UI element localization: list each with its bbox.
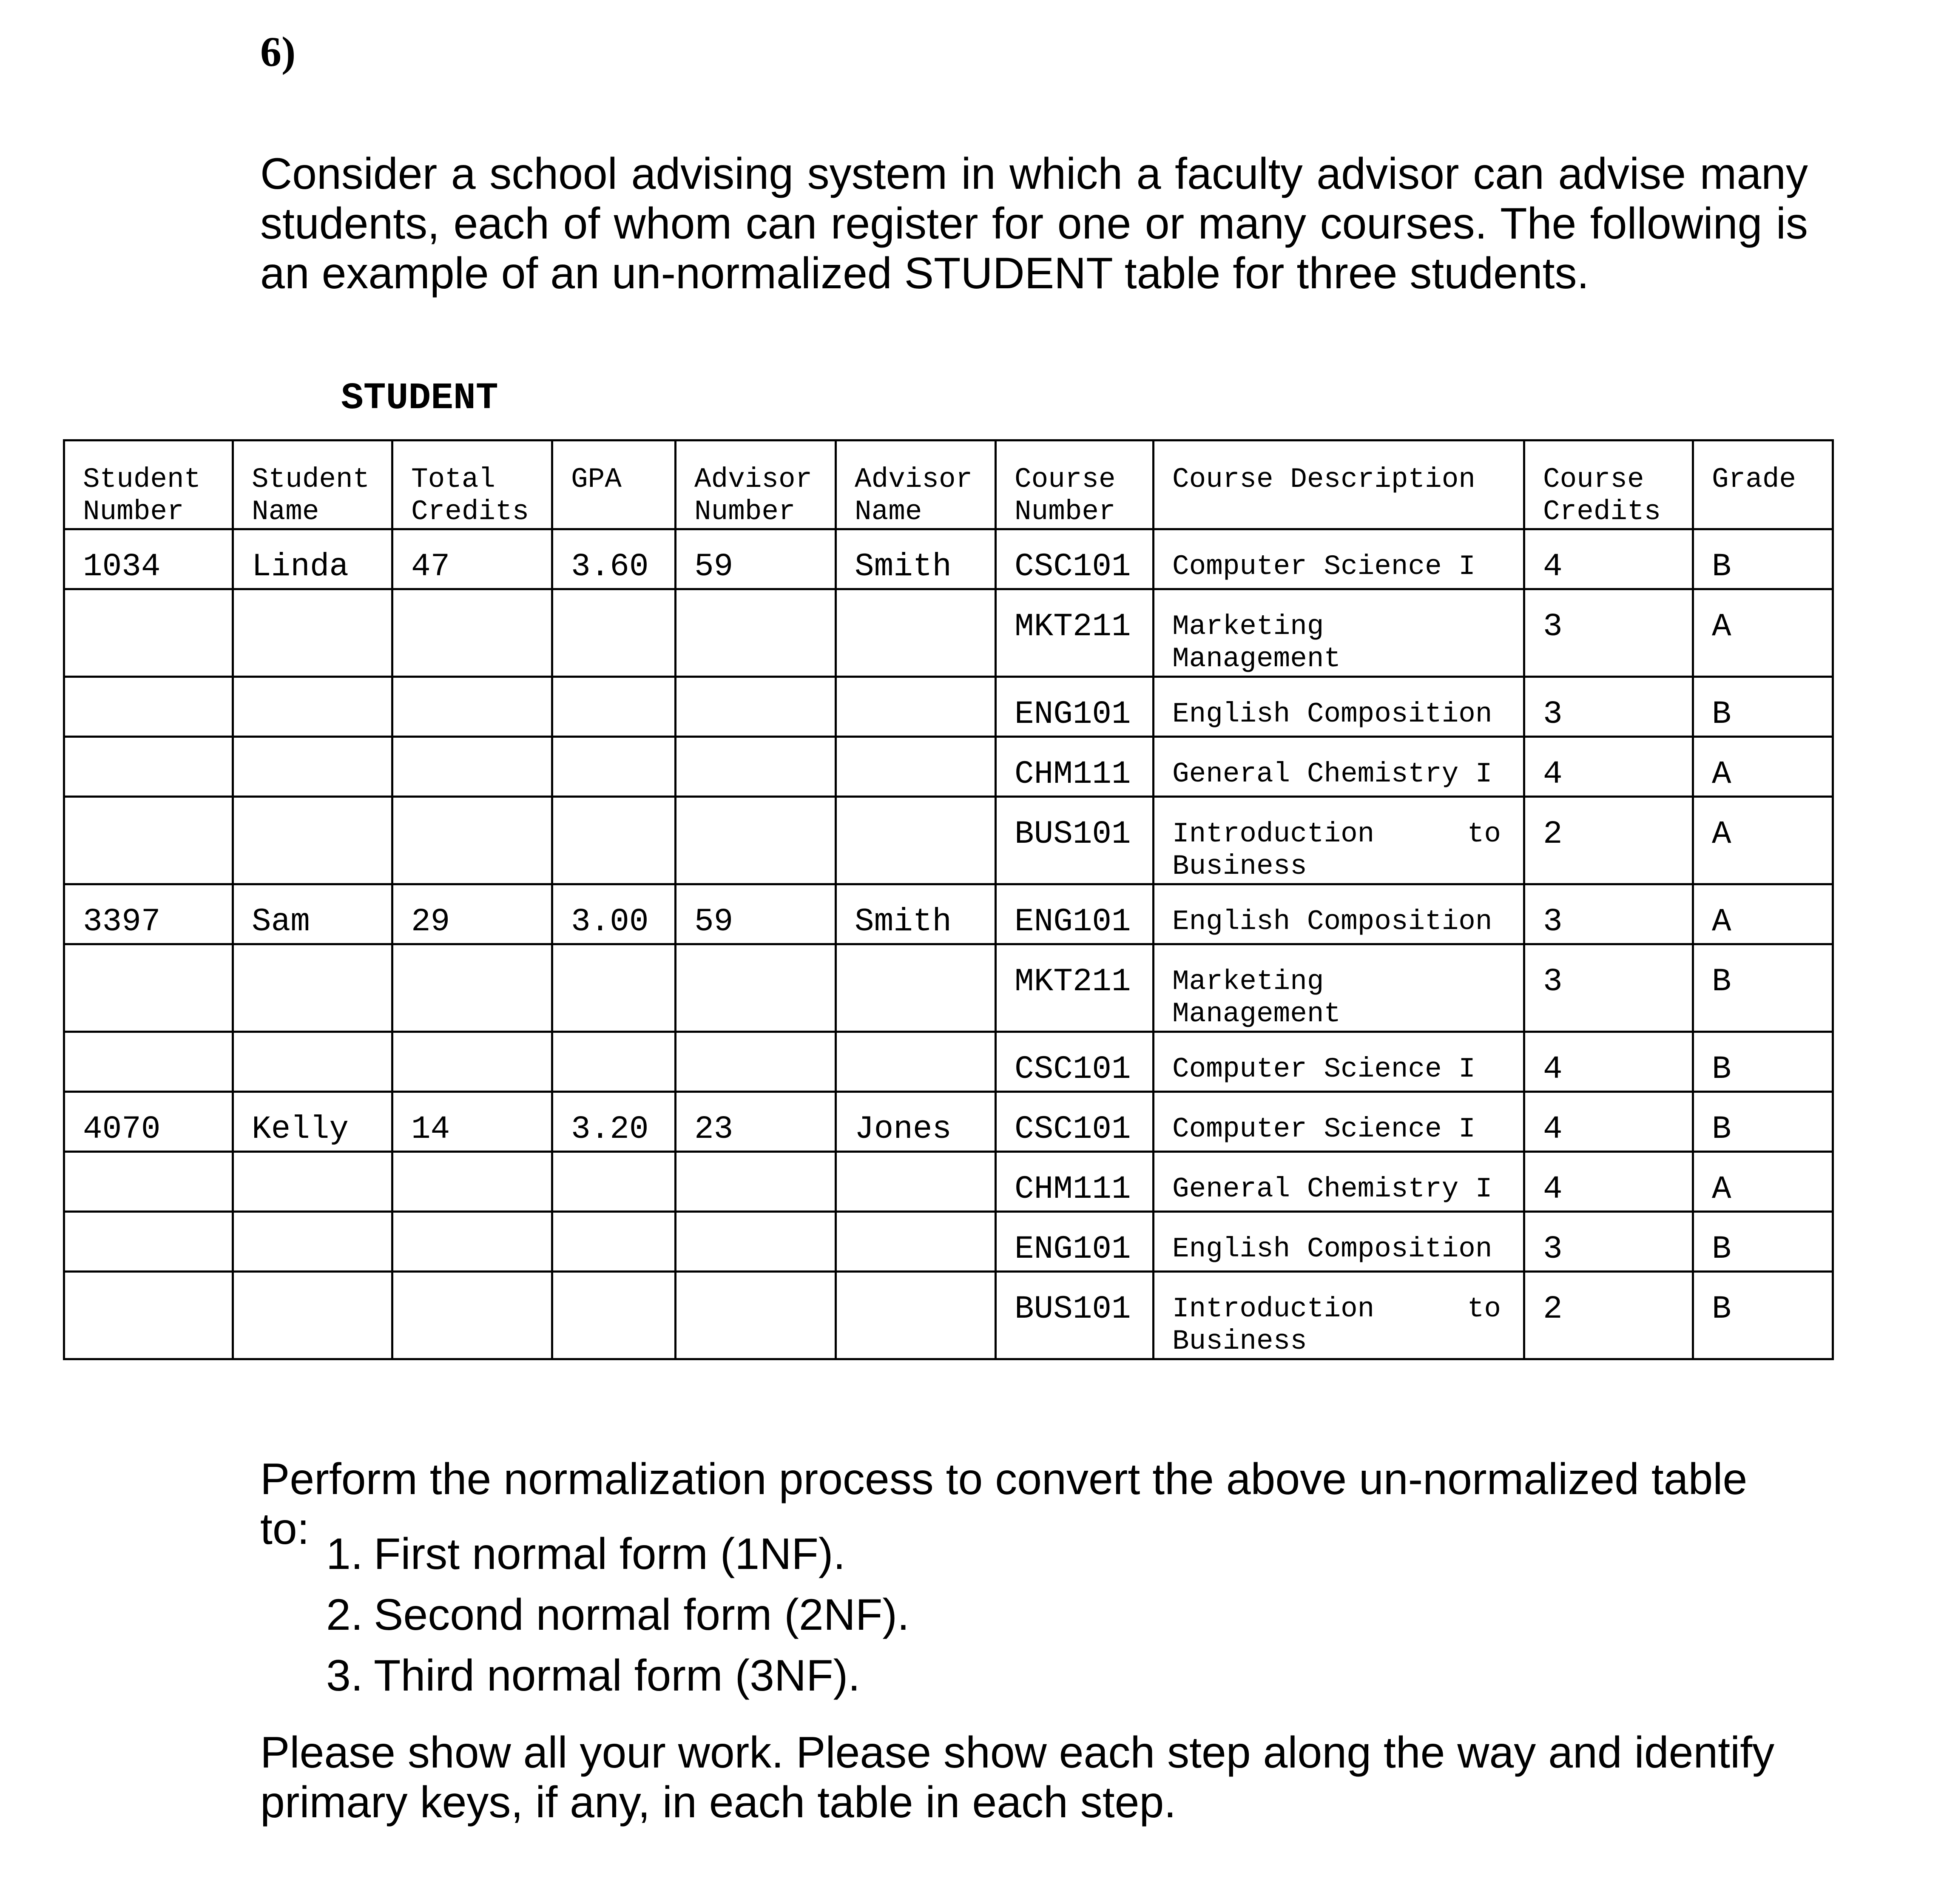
cell-course-description: Computer Science I — [1154, 529, 1524, 589]
cell-gpa — [552, 589, 676, 677]
cell-course-credits: 3 — [1524, 944, 1693, 1032]
cell-student-name: Sam — [233, 884, 392, 944]
cell-student-number — [64, 1272, 233, 1359]
step-item — [260, 1645, 909, 1706]
cell-student-name — [233, 1032, 392, 1092]
step-text: Third normal form (3NF). — [374, 1651, 861, 1700]
cell-course-description: Marketing Management — [1154, 944, 1524, 1032]
table-row — [64, 737, 1833, 797]
header-student-name — [233, 440, 392, 529]
table-row — [64, 884, 1833, 944]
step-number: 3. — [326, 1651, 363, 1700]
cell-course-number: CHM111 — [996, 737, 1154, 797]
table-title: STUDENT — [341, 378, 498, 420]
cell-total-credits — [392, 1032, 552, 1092]
cell-advisor-name — [836, 944, 996, 1032]
cell-course-credits: 2 — [1524, 1272, 1693, 1359]
cell-course-credits: 3 — [1524, 884, 1693, 944]
table-row — [64, 1152, 1833, 1212]
cell-student-name — [233, 677, 392, 737]
cell-grade: B — [1693, 1272, 1833, 1359]
cell-student-number — [64, 1032, 233, 1092]
cell-student-number — [64, 1212, 233, 1272]
cell-grade: A — [1693, 797, 1833, 884]
header-label: Credits — [411, 496, 529, 528]
cell-grade: B — [1693, 1032, 1833, 1092]
cell-total-credits — [392, 1212, 552, 1272]
cell-advisor-name: Smith — [836, 529, 996, 589]
cell-total-credits — [392, 1152, 552, 1212]
cell-total-credits — [392, 1272, 552, 1359]
normal-form-steps — [260, 1524, 909, 1706]
cell-advisor-number: 23 — [676, 1092, 836, 1152]
cell-student-name — [233, 1152, 392, 1212]
cell-total-credits: 29 — [392, 884, 552, 944]
cell-advisor-number — [676, 677, 836, 737]
cell-advisor-number — [676, 944, 836, 1032]
cell-course-credits: 3 — [1524, 677, 1693, 737]
cell-grade: A — [1693, 1152, 1833, 1212]
cell-gpa — [552, 1212, 676, 1272]
cell-course-description: General Chemistry I — [1154, 737, 1524, 797]
cell-advisor-name — [836, 737, 996, 797]
header-student-number — [64, 440, 233, 529]
step-item — [260, 1585, 909, 1645]
header-gpa — [552, 440, 676, 529]
cell-advisor-number — [676, 737, 836, 797]
cell-course-credits: 3 — [1524, 1212, 1693, 1272]
cell-student-name: Kelly — [233, 1092, 392, 1152]
cell-course-description: Computer Science I — [1154, 1032, 1524, 1092]
cell-total-credits — [392, 677, 552, 737]
cell-course-credits: 4 — [1524, 1032, 1693, 1092]
cell-gpa: 3.20 — [552, 1092, 676, 1152]
cell-course-number: CSC101 — [996, 1092, 1154, 1152]
cell-student-number — [64, 1152, 233, 1212]
step-text: First normal form (1NF). — [374, 1529, 846, 1579]
header-grade — [1693, 440, 1833, 529]
cell-gpa: 3.60 — [552, 529, 676, 589]
cell-course-description: Computer Science I — [1154, 1092, 1524, 1152]
header-label: Course — [1015, 463, 1116, 495]
table-row — [64, 1212, 1833, 1272]
step-number: 2. — [326, 1590, 363, 1640]
header-advisor-number — [676, 440, 836, 529]
cell-course-description: General Chemistry I — [1154, 1152, 1524, 1212]
header-label: Number — [694, 496, 796, 528]
header-total-credits — [392, 440, 552, 529]
student-table — [63, 439, 1834, 1360]
cell-total-credits — [392, 737, 552, 797]
cell-advisor-name — [836, 1272, 996, 1359]
header-label: Number — [1015, 496, 1116, 528]
header-label: Advisor — [855, 463, 973, 495]
cell-grade: B — [1693, 677, 1833, 737]
table-row — [64, 797, 1833, 884]
step-number: 1. — [326, 1529, 363, 1579]
cell-advisor-number — [676, 1212, 836, 1272]
cell-advisor-number — [676, 589, 836, 677]
cell-student-number: 4070 — [64, 1092, 233, 1152]
cell-student-name — [233, 737, 392, 797]
cell-student-number: 3397 — [64, 884, 233, 944]
cell-student-number — [64, 737, 233, 797]
cell-course-description: English Composition — [1154, 677, 1524, 737]
cell-course-credits: 4 — [1524, 1152, 1693, 1212]
header-label: Name — [855, 496, 922, 528]
table-row — [64, 944, 1833, 1032]
header-course-number — [996, 440, 1154, 529]
cell-grade: B — [1693, 529, 1833, 589]
header-label: Total — [411, 463, 496, 495]
cell-gpa — [552, 1032, 676, 1092]
cell-student-number — [64, 944, 233, 1032]
header-label: Number — [83, 496, 184, 528]
cell-course-number: ENG101 — [996, 677, 1154, 737]
cell-student-name — [233, 797, 392, 884]
header-label: Advisor — [694, 463, 813, 495]
cell-course-description: Marketing Management — [1154, 589, 1524, 677]
cell-course-number: MKT211 — [996, 944, 1154, 1032]
cell-gpa — [552, 737, 676, 797]
table-row — [64, 1032, 1833, 1092]
cell-student-number — [64, 589, 233, 677]
cell-course-credits: 3 — [1524, 589, 1693, 677]
cell-course-number: MKT211 — [996, 589, 1154, 677]
header-label: Name — [252, 496, 319, 528]
header-label: Student — [83, 463, 201, 495]
cell-advisor-number: 59 — [676, 884, 836, 944]
table-row — [64, 1272, 1833, 1359]
header-label: Student — [252, 463, 370, 495]
header-course-description — [1154, 440, 1524, 529]
cell-grade: B — [1693, 1092, 1833, 1152]
cell-course-credits: 2 — [1524, 797, 1693, 884]
cell-student-number — [64, 797, 233, 884]
cell-advisor-name — [836, 677, 996, 737]
step-text: Second normal form (2NF). — [374, 1590, 909, 1640]
closing-instruction: Please show all your work. Please show each step along the way and identify primary keys, if any, in each table in each step. — [260, 1728, 1775, 1827]
table-body — [64, 529, 1833, 1359]
cell-advisor-number — [676, 1032, 836, 1092]
task-instruction: Perform the normalization process to convert the above un-normalized table to: — [260, 1455, 1748, 1554]
cell-grade: A — [1693, 737, 1833, 797]
cell-advisor-name: Jones — [836, 1092, 996, 1152]
cell-course-description: English Composition — [1154, 884, 1524, 944]
cell-advisor-number: 59 — [676, 529, 836, 589]
cell-total-credits — [392, 589, 552, 677]
cell-advisor-name — [836, 1212, 996, 1272]
cell-grade: B — [1693, 1212, 1833, 1272]
header-course-credits — [1524, 440, 1693, 529]
cell-course-credits: 4 — [1524, 737, 1693, 797]
cell-student-name — [233, 589, 392, 677]
cell-gpa: 3.00 — [552, 884, 676, 944]
intro-paragraph: Consider a school advising system in which a faculty advisor can advise many students, each of whom can register for one or many courses. The following is an example of an un-normalized STUDENT table for three students. — [260, 149, 1808, 298]
cell-grade: B — [1693, 944, 1833, 1032]
cell-advisor-name — [836, 589, 996, 677]
cell-course-credits: 4 — [1524, 1092, 1693, 1152]
cell-advisor-name: Smith — [836, 884, 996, 944]
cell-course-number: CHM111 — [996, 1152, 1154, 1212]
cell-student-name — [233, 944, 392, 1032]
header-advisor-name — [836, 440, 996, 529]
cell-course-description: Introduction to Business — [1154, 797, 1524, 884]
cell-course-number: ENG101 — [996, 884, 1154, 944]
cell-gpa — [552, 1152, 676, 1212]
table-row — [64, 677, 1833, 737]
cell-gpa — [552, 944, 676, 1032]
cell-student-name: Linda — [233, 529, 392, 589]
cell-course-number: ENG101 — [996, 1212, 1154, 1272]
cell-course-description: English Composition — [1154, 1212, 1524, 1272]
question-number: 6) — [260, 28, 296, 75]
cell-gpa — [552, 677, 676, 737]
cell-student-name — [233, 1212, 392, 1272]
cell-total-credits — [392, 797, 552, 884]
cell-advisor-name — [836, 1032, 996, 1092]
cell-advisor-number — [676, 1152, 836, 1212]
cell-total-credits: 14 — [392, 1092, 552, 1152]
cell-grade: A — [1693, 884, 1833, 944]
cell-advisor-name — [836, 797, 996, 884]
cell-course-credits: 4 — [1524, 529, 1693, 589]
cell-student-name — [233, 1272, 392, 1359]
step-item — [260, 1524, 909, 1585]
cell-student-number — [64, 677, 233, 737]
header-label: GPA — [571, 463, 622, 495]
cell-course-number: BUS101 — [996, 797, 1154, 884]
table-row — [64, 1092, 1833, 1152]
table-row — [64, 589, 1833, 677]
cell-course-description: Introduction to Business — [1154, 1272, 1524, 1359]
cell-student-number: 1034 — [64, 529, 233, 589]
header-label: Course Description — [1172, 463, 1475, 495]
cell-total-credits: 47 — [392, 529, 552, 589]
cell-advisor-name — [836, 1152, 996, 1212]
cell-course-number: BUS101 — [996, 1272, 1154, 1359]
table-header-row — [64, 440, 1833, 529]
table-row — [64, 529, 1833, 589]
cell-advisor-number — [676, 1272, 836, 1359]
header-label: Course — [1543, 463, 1644, 495]
cell-course-number: CSC101 — [996, 529, 1154, 589]
cell-grade: A — [1693, 589, 1833, 677]
cell-gpa — [552, 797, 676, 884]
cell-course-number: CSC101 — [996, 1032, 1154, 1092]
header-label: Grade — [1712, 463, 1796, 495]
cell-total-credits — [392, 944, 552, 1032]
cell-advisor-number — [676, 797, 836, 884]
cell-gpa — [552, 1272, 676, 1359]
header-label: Credits — [1543, 496, 1661, 528]
